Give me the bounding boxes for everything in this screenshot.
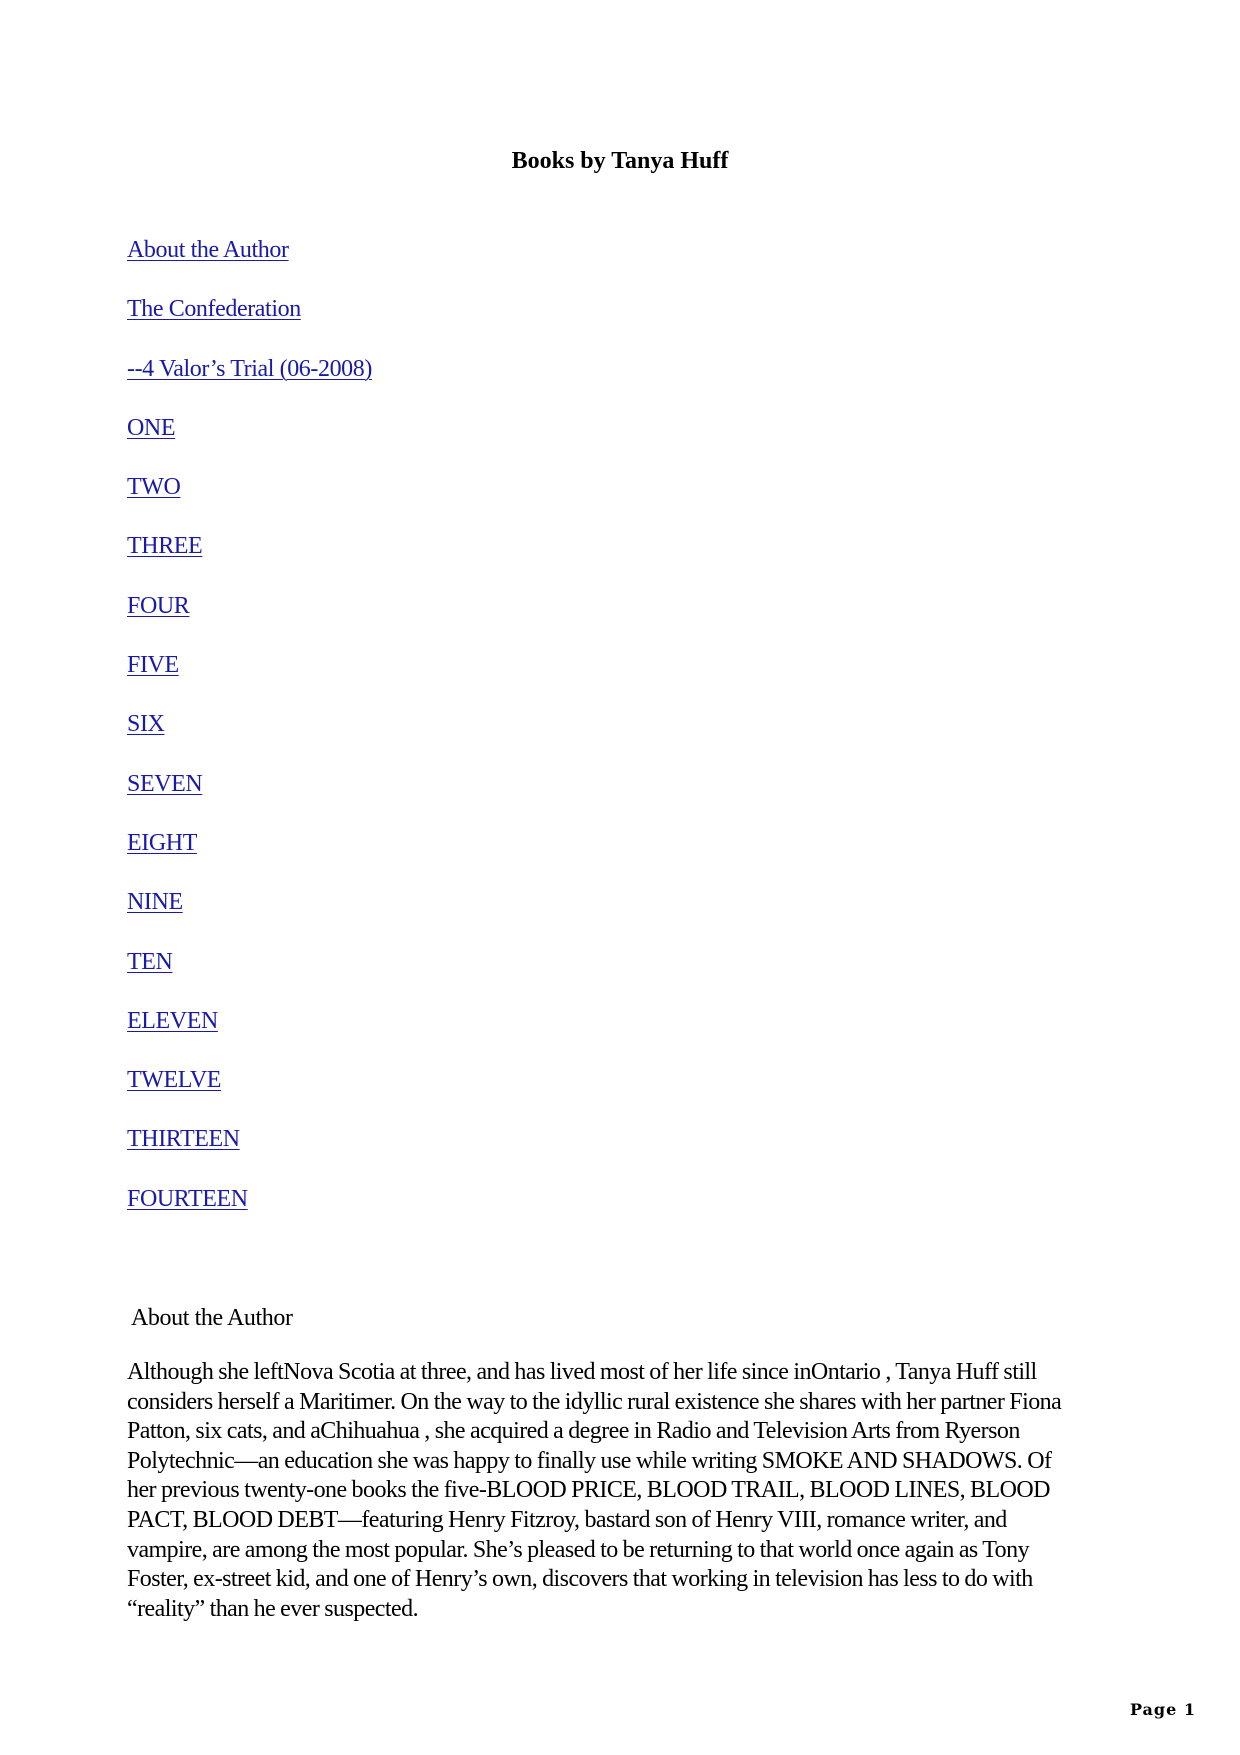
toc-item <box>127 768 372 827</box>
toc-link-one[interactable]: ONE <box>127 414 176 441</box>
toc-item <box>127 471 372 530</box>
toc-link-ten[interactable]: TEN <box>127 948 173 975</box>
author-bio-paragraph <box>127 1358 1117 1624</box>
toc-link-five[interactable]: FIVE <box>127 652 179 679</box>
toc-link-four[interactable]: FOUR <box>127 592 190 619</box>
bio-line: her previous twenty-one books the five-BLOOD PRICE, BLOOD TRAIL, BLOOD LINES, BLOOD <box>127 1477 1050 1504</box>
bio-line: Although she leftNova Scotia at three, and has lived most of her life since inOntario , Tanya Huff still <box>127 1359 1037 1385</box>
toc-item <box>127 1064 372 1123</box>
toc-link-fourteen[interactable]: FOURTEEN <box>127 1185 248 1212</box>
toc-item <box>127 886 372 945</box>
bio-line: Patton, six cats, and aChihuahua , she acquired a degree in Radio and Television Arts from Ryerson <box>127 1418 1020 1445</box>
bio-line: Polytechnic—an education she was happy to finally use while writing SMOKE AND SHADOWS. Of <box>127 1447 1052 1474</box>
page-number: Page 1 <box>1129 1700 1196 1719</box>
toc-item <box>127 649 372 708</box>
bio-line: PACT, BLOOD DEBT—featuring Henry Fitzroy, bastard son of Henry VIII, romance writer, and <box>127 1506 1007 1533</box>
toc-item <box>127 946 372 1005</box>
toc-item <box>127 412 372 471</box>
bio-line: “reality” than he ever suspected. <box>127 1595 419 1622</box>
toc-link-six[interactable]: SIX <box>127 711 165 738</box>
toc-item <box>127 1005 372 1064</box>
toc-link-valors-trial[interactable]: --4 Valor’s Trial (06-2008) <box>127 355 372 382</box>
toc-link-two[interactable]: TWO <box>127 474 181 501</box>
toc-link-about-the-author[interactable]: About the Author <box>127 237 289 263</box>
toc-link-thirteen[interactable]: THIRTEEN <box>127 1126 240 1153</box>
toc-item <box>127 827 372 886</box>
toc-item <box>127 708 372 767</box>
toc-item <box>127 530 372 589</box>
toc-link-nine[interactable]: NINE <box>127 889 183 916</box>
toc-link-the-confederation[interactable]: The Confederation <box>127 296 301 323</box>
toc-link-eleven[interactable]: ELEVEN <box>127 1007 218 1034</box>
bio-line: vampire, are among the most popular. She’s pleased to be returning to that world once again as Tony <box>127 1536 1030 1563</box>
toc-link-twelve[interactable]: TWELVE <box>127 1067 222 1094</box>
table-of-contents <box>127 234 372 1242</box>
toc-link-three[interactable]: THREE <box>127 533 203 560</box>
document-title: Books by Tanya Huff <box>511 148 729 174</box>
toc-item <box>127 293 372 352</box>
toc-link-seven[interactable]: SEVEN <box>127 770 203 797</box>
section-heading-about-the-author: About the Author <box>131 1305 293 1331</box>
toc-item <box>127 1123 372 1182</box>
toc-item <box>127 590 372 649</box>
toc-link-eight[interactable]: EIGHT <box>127 829 197 856</box>
toc-item <box>127 353 372 412</box>
bio-line: considers herself a Maritimer. On the way to the idyllic rural existence she shares with her partner Fiona <box>127 1388 1062 1415</box>
toc-item <box>127 1183 372 1242</box>
bio-line: Foster, ex-street kid, and one of Henry’s own, discovers that working in television has less to do with <box>127 1566 1033 1593</box>
toc-item <box>127 234 372 293</box>
